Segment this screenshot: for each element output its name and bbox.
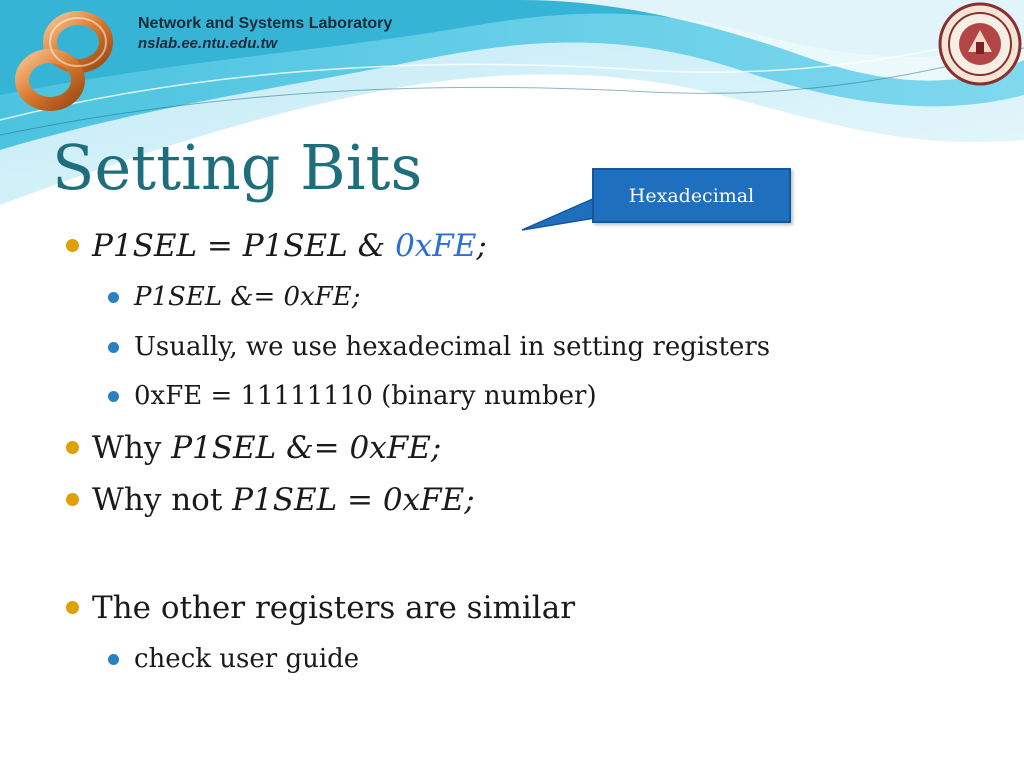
- sub-bullet-marker: [108, 391, 119, 402]
- bullet-why: [92, 430, 441, 466]
- sub-bullet-hex-usage: Usually, we use hexadecimal in setting registers: [134, 332, 771, 362]
- bullet-why-text: Why: [92, 430, 172, 466]
- bullet-why-code: P1SEL &= 0xFE;: [171, 430, 442, 466]
- bullet-why-not-code: P1SEL = 0xFE;: [232, 482, 475, 518]
- bullet-p1sel-assign-text: P1SEL = P1SEL &: [92, 228, 396, 264]
- bullet-marker: [66, 493, 79, 506]
- sub-bullet-marker: [108, 342, 119, 353]
- sub-bullet-shorthand: P1SEL &= 0xFE;: [134, 282, 361, 312]
- lab-url: nslab.ee.ntu.edu.tw: [138, 35, 278, 52]
- bullet-other-registers: The other registers are similar: [92, 590, 576, 626]
- lab-header: [138, 14, 392, 54]
- bullet-p1sel-assign: [92, 228, 487, 264]
- sub-bullet-marker: [108, 654, 119, 665]
- slide-title: Setting Bits: [52, 131, 423, 204]
- university-seal-icon: [938, 2, 1022, 86]
- bullet-marker: [66, 441, 79, 454]
- bullet-why-not: [92, 482, 475, 518]
- bullet-marker: [66, 239, 79, 252]
- sub-bullet-user-guide: check user guide: [134, 644, 360, 674]
- bullet-marker: [66, 601, 79, 614]
- hexadecimal-callout: Hexadecimal: [592, 168, 791, 223]
- sub-bullet-binary: 0xFE = 11111110 (binary number): [134, 381, 597, 411]
- lab-logo-icon: [10, 6, 118, 116]
- sub-bullet-marker: [108, 292, 119, 303]
- bullet-why-not-text: Why not: [92, 482, 233, 518]
- hex-value: 0xFE: [395, 228, 477, 264]
- lab-name: Network and Systems Laboratory: [138, 15, 393, 32]
- bullet-p1sel-assign-end: ;: [476, 228, 487, 264]
